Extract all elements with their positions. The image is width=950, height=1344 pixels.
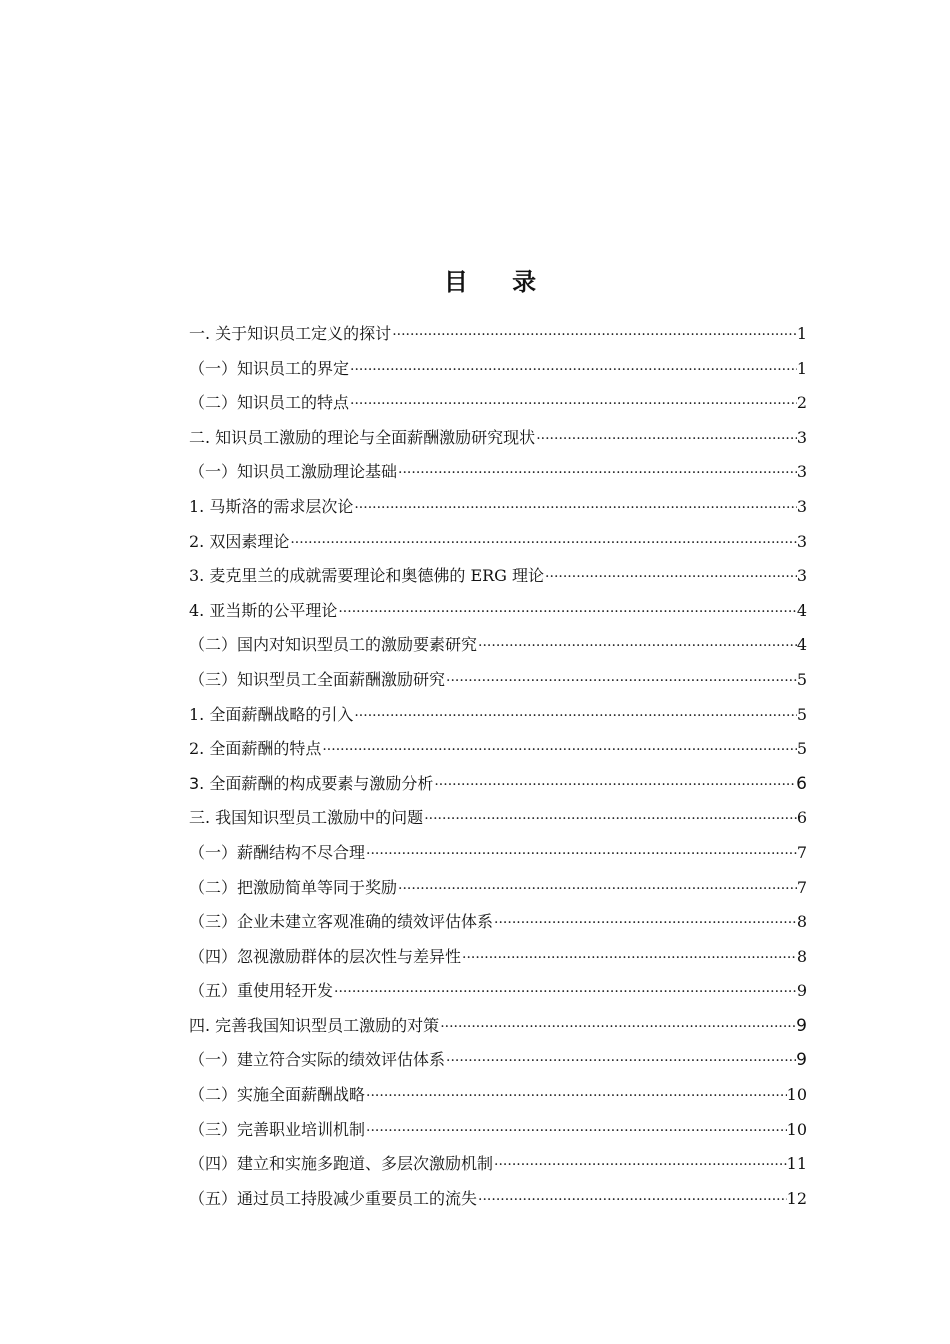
dot-leader — [439, 1010, 796, 1045]
toc-entry-page: 2 — [796, 393, 807, 413]
toc-entry[interactable] — [189, 698, 807, 733]
toc-entry-label: （二）知识员工的特点 — [189, 393, 350, 413]
toc-entry-label: 3. 麦克里兰的成就需要理论和奥德佛的 ERG 理论 — [189, 566, 545, 586]
dot-leader — [477, 1183, 787, 1218]
dot-leader — [461, 941, 797, 976]
toc-entry[interactable] — [189, 559, 807, 594]
toc-entry[interactable] — [189, 455, 807, 490]
toc-entry-label: （二）国内对知识型员工的激励要素研究 — [189, 635, 478, 655]
toc-entry-page: 3 — [796, 566, 807, 586]
toc-entry[interactable] — [189, 490, 807, 525]
dot-leader — [433, 768, 796, 803]
toc-entry-page: 4 — [796, 600, 807, 620]
dot-leader — [337, 595, 796, 630]
toc-entry-page: 9 — [796, 1050, 807, 1071]
toc-entry-label: （一）建立符合实际的绩效评估体系 — [189, 1050, 446, 1070]
toc-entry[interactable] — [189, 1182, 807, 1217]
dot-leader — [391, 318, 797, 353]
toc-entry-label: 4. 亚当斯的公平理论 — [189, 600, 338, 620]
toc-entry[interactable] — [189, 1113, 807, 1148]
toc-entry-page: 6 — [796, 773, 807, 794]
toc-entry-label: （三）知识型员工全面薪酬激励研究 — [189, 669, 446, 689]
toc-entry[interactable] — [189, 836, 807, 871]
dot-leader — [365, 837, 797, 872]
dot-leader — [321, 733, 796, 768]
toc-entry[interactable] — [189, 1009, 807, 1044]
toc-entry[interactable] — [189, 871, 807, 906]
toc-entry[interactable] — [189, 1043, 807, 1078]
toc-title: 目 录 — [443, 268, 555, 296]
toc-entry[interactable] — [189, 628, 807, 663]
dot-leader — [353, 699, 796, 734]
toc-entry-page: 1 — [796, 324, 807, 343]
toc-entry-label: （一）薪酬结构不尽合理 — [189, 842, 366, 862]
dot-leader — [333, 975, 797, 1010]
dot-leader — [349, 387, 797, 422]
toc-list — [189, 317, 807, 1216]
toc-entry-page: 12 — [786, 1188, 807, 1208]
toc-entry-page: 9 — [796, 1015, 807, 1036]
toc-entry[interactable] — [189, 386, 807, 421]
toc-entry-page: 4 — [796, 635, 807, 655]
toc-entry-page: 9 — [796, 981, 807, 1001]
toc-entry[interactable] — [189, 421, 807, 456]
toc-entry-label: 二. 知识员工激励的理论与全面薪酬激励研究现状 — [189, 427, 536, 447]
dot-leader — [365, 1114, 787, 1149]
dot-leader — [477, 629, 797, 664]
toc-entry-page: 11 — [786, 1154, 807, 1174]
toc-entry-page: 5 — [796, 739, 807, 759]
dot-leader — [445, 1044, 796, 1079]
toc-entry-page: 8 — [796, 912, 807, 932]
toc-entry[interactable] — [189, 732, 807, 767]
toc-entry-label: （三）企业未建立客观准确的绩效评估体系 — [189, 912, 494, 932]
toc-entry-label: （二）把激励简单等同于奖励 — [189, 877, 398, 897]
toc-entry-label: （一）知识员工激励理论基础 — [189, 462, 398, 482]
toc-entry-label: 1. 全面薪酬战略的引入 — [189, 704, 354, 724]
toc-entry-page: 3 — [796, 462, 807, 482]
toc-entry-page: 7 — [796, 877, 807, 897]
toc-entry-label: 3. 全面薪酬的构成要素与激励分析 — [189, 773, 434, 793]
dot-leader — [353, 491, 796, 526]
toc-entry-page: 1 — [796, 358, 807, 378]
toc-entry-label: 2. 全面薪酬的特点 — [189, 739, 322, 759]
dot-leader — [493, 1148, 787, 1183]
toc-entry[interactable] — [189, 317, 807, 352]
toc-entry-page: 7 — [796, 842, 807, 862]
toc-entry[interactable] — [189, 974, 807, 1009]
dot-leader — [365, 1079, 787, 1114]
dot-leader — [493, 906, 797, 941]
toc-entry[interactable] — [189, 801, 807, 836]
toc-entry-label: （五）重使用轻开发 — [189, 981, 334, 1001]
toc-entry-page: 5 — [796, 704, 807, 724]
toc-entry[interactable] — [189, 663, 807, 698]
toc-entry-label: 一. 关于知识员工定义的探讨 — [189, 324, 392, 343]
toc-entry-page: 3 — [796, 496, 807, 516]
dot-leader — [445, 664, 797, 699]
toc-entry[interactable] — [189, 1147, 807, 1182]
toc-entry-label: （四）建立和实施多跑道、多层次激励机制 — [189, 1154, 494, 1174]
toc-entry-page: 10 — [786, 1085, 807, 1105]
toc-entry[interactable] — [189, 594, 807, 629]
toc-entry-label: 2. 双因素理论 — [189, 531, 290, 551]
toc-entry-page: 5 — [796, 669, 807, 689]
toc-entry[interactable] — [189, 940, 807, 975]
toc-entry-page: 8 — [796, 946, 807, 966]
dot-leader — [544, 560, 797, 595]
toc-entry-label: （三）完善职业培训机制 — [189, 1119, 366, 1139]
toc-entry-page: 6 — [796, 808, 807, 828]
dot-leader — [397, 872, 797, 907]
toc-entry-label: （四）忽视激励群体的层次性与差异性 — [189, 946, 462, 966]
toc-entry[interactable] — [189, 767, 807, 802]
toc-entry[interactable] — [189, 525, 807, 560]
toc-entry-label: 三. 我国知识型员工激励中的问题 — [189, 808, 424, 828]
dot-leader — [349, 353, 797, 388]
toc-entry[interactable] — [189, 352, 807, 387]
toc-entry-label: （五）通过员工持股减少重要员工的流失 — [189, 1188, 478, 1208]
toc-entry-label: （一）知识员工的界定 — [189, 358, 350, 378]
toc-entry[interactable] — [189, 1078, 807, 1113]
toc-entry[interactable] — [189, 905, 807, 940]
dot-leader — [535, 422, 797, 457]
toc-entry-label: （二）实施全面薪酬战略 — [189, 1085, 366, 1105]
toc-entry-label: 1. 马斯洛的需求层次论 — [189, 496, 354, 516]
toc-entry-label: 四. 完善我国知识型员工激励的对策 — [189, 1015, 440, 1035]
toc-entry-page: 3 — [796, 531, 807, 551]
dot-leader — [423, 802, 797, 837]
toc-entry-page: 10 — [786, 1119, 807, 1139]
dot-leader — [289, 526, 796, 561]
dot-leader — [397, 456, 797, 491]
toc-entry-page: 3 — [796, 427, 807, 447]
